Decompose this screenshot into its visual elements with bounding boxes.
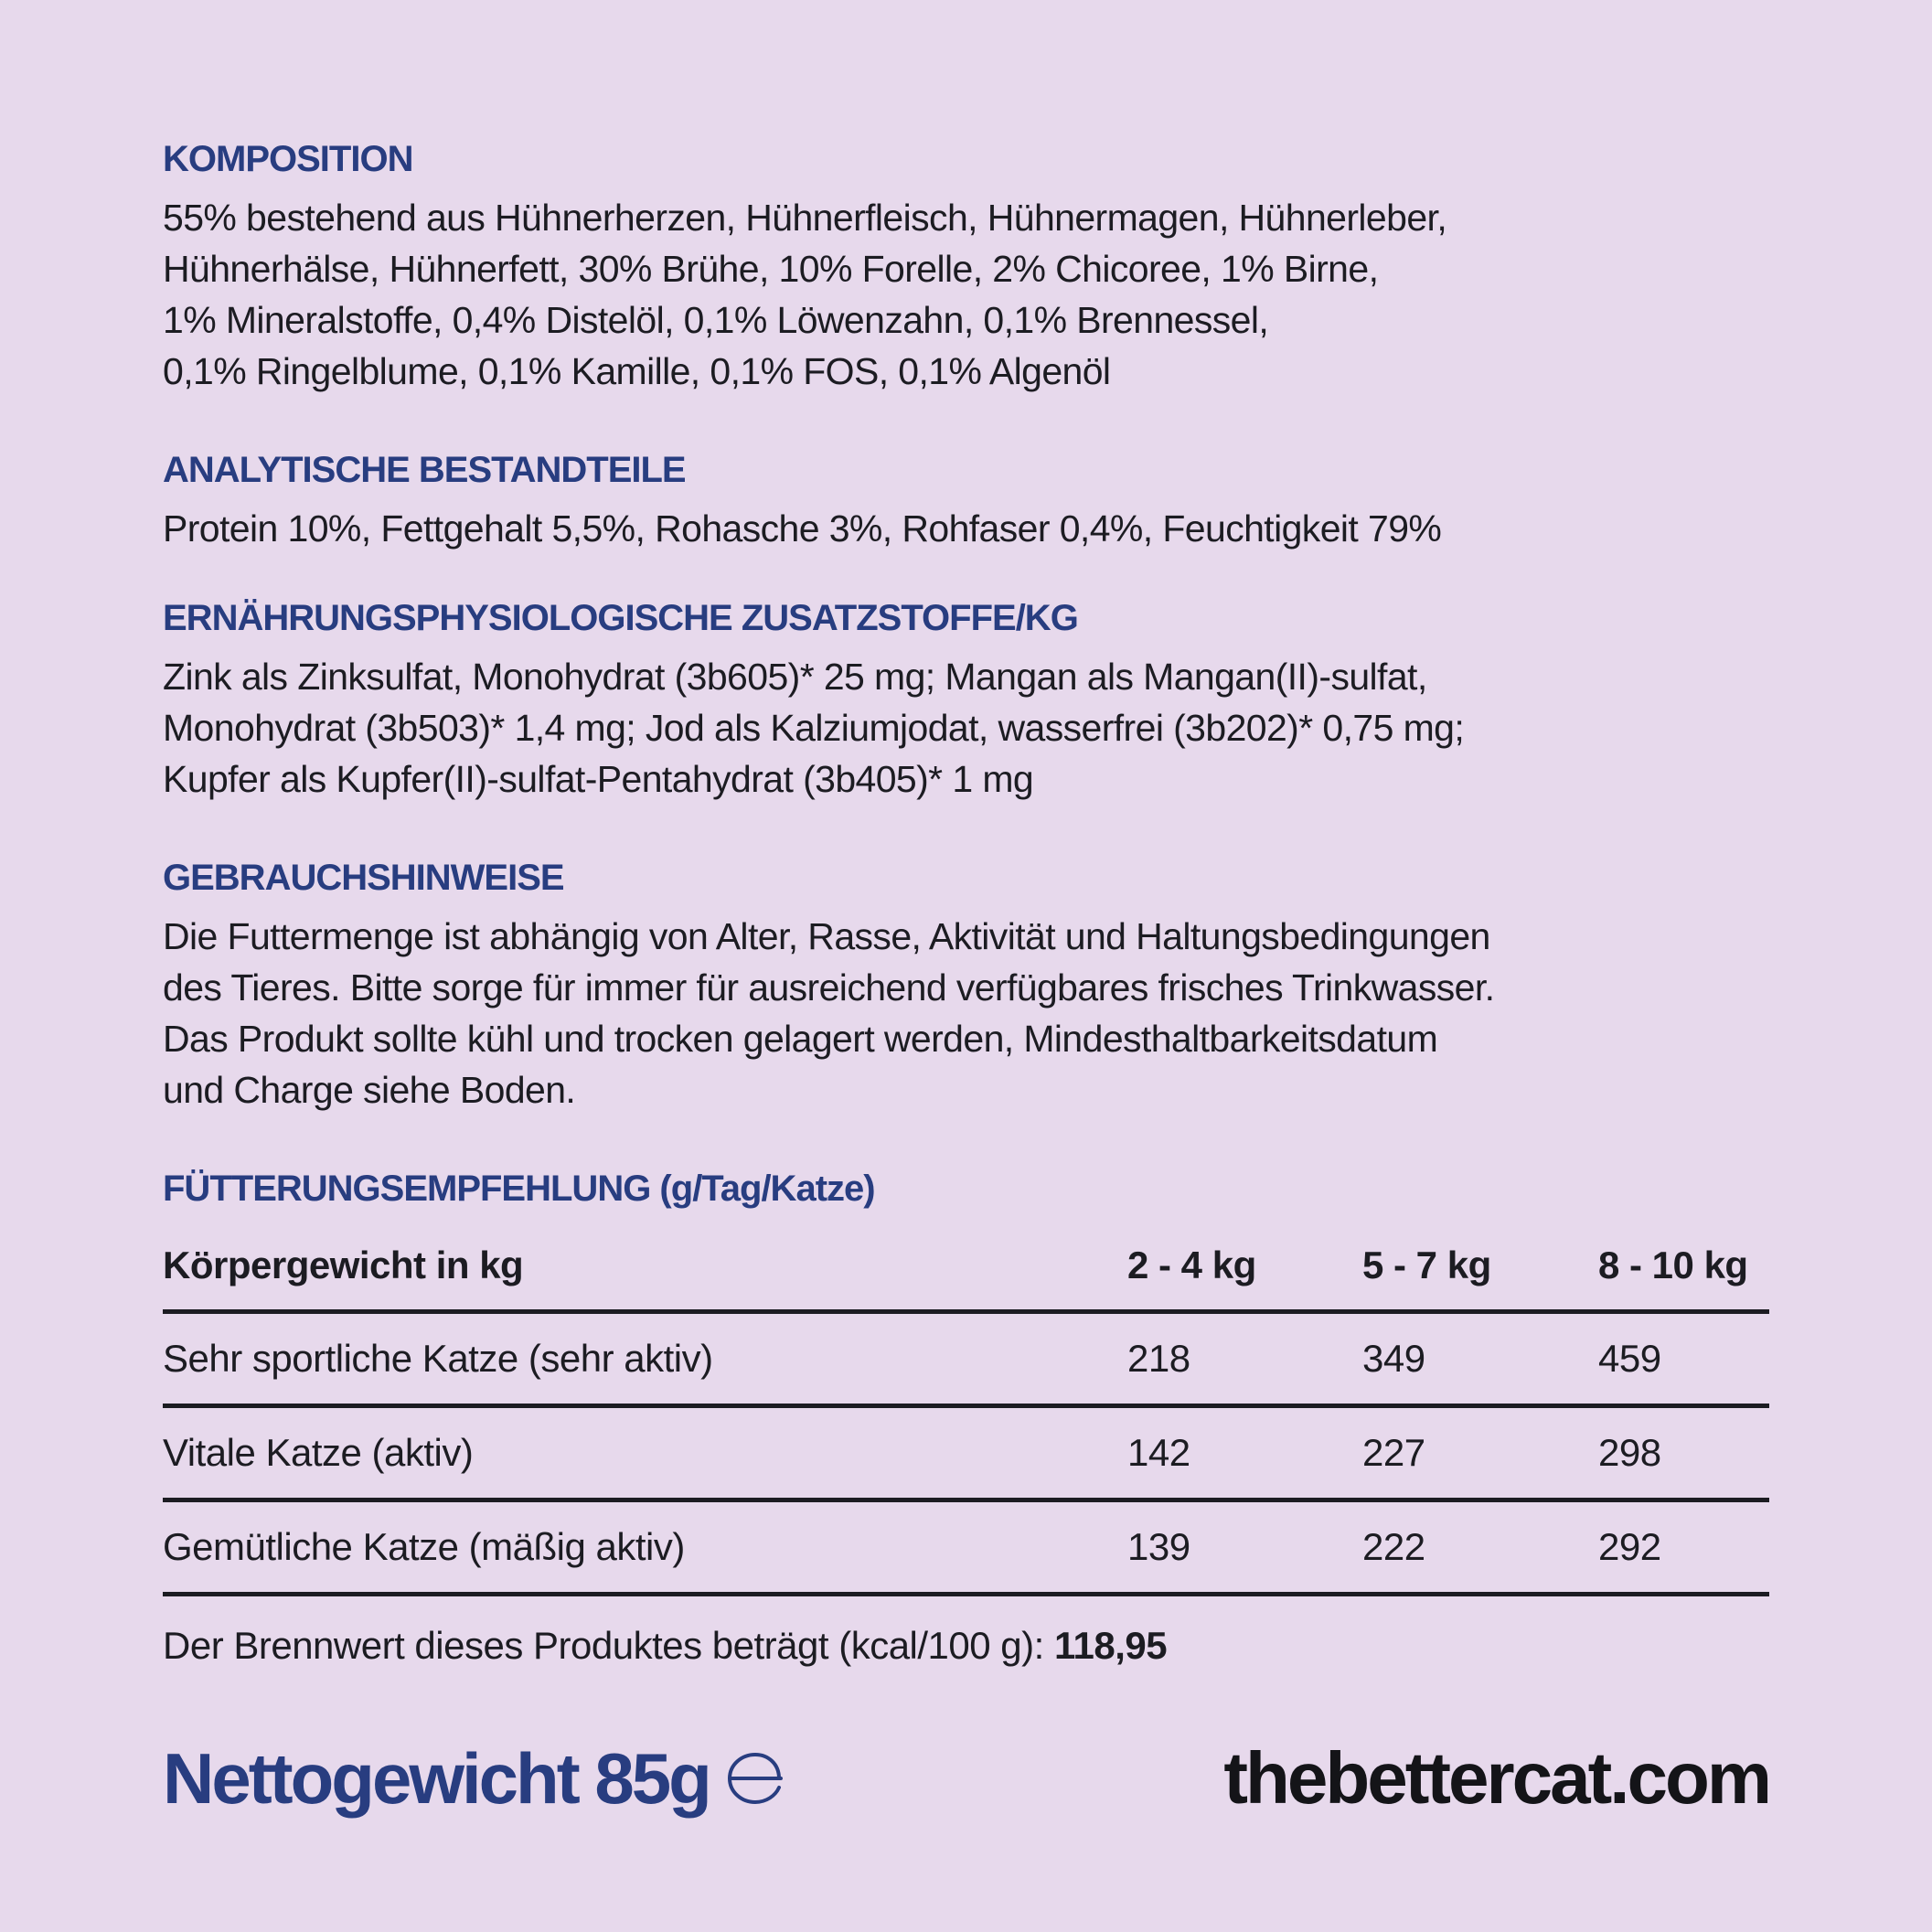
row-value: 349 [1362,1312,1598,1406]
row-value: 227 [1362,1406,1598,1500]
additives-line: Kupfer als Kupfer(II)-sulfat-Pentahydrat (3b405)* 1 mg [163,758,1034,800]
usage-text [163,911,1769,1115]
header-8-10kg: 8 - 10 kg [1598,1244,1769,1312]
estimated-sign-icon [722,1745,788,1811]
energy-value: 118,95 [1053,1624,1168,1667]
composition-line: 55% bestehend aus Hühnerherzen, Hühnerfleisch, Hühnermagen, Hühnerleber, [163,197,1447,239]
header-5-7kg: 5 - 7 kg [1362,1244,1598,1312]
usage-heading: GEBRAUCHSHINWEISE [163,858,564,898]
additives-line: Zink als Zinksulfat, Monohydrat (3b605)* 25 mg; Mangan als Mangan(II)-sulfat, [163,656,1427,698]
usage-line: des Tieres. Bitte sorge für immer für ausreichend verfügbares frisches Trinkwasser. [163,966,1495,1009]
additives-section [163,594,1769,805]
row-value: 222 [1362,1500,1598,1595]
analytical-section [163,446,1769,554]
table-row [163,1312,1769,1406]
composition-line: 1% Mineralstoffe, 0,4% Distelöl, 0,1% Löwenzahn, 0,1% Brennessel, [163,299,1269,341]
additives-text [163,651,1769,805]
energy-label: Der Brennwert dieses Produktes beträgt (kcal/100 g): [163,1624,1054,1667]
usage-line: Die Futtermenge ist abhängig von Alter, Rasse, Aktivität und Haltungsbedingungen [163,915,1490,957]
table-header-row [163,1244,1769,1312]
additives-line: Monohydrat (3b503)* 1,4 mg; Jod als Kalziumjodat, wasserfrei (3b202)* 0,75 mg; [163,707,1465,749]
row-value: 298 [1598,1406,1769,1500]
composition-heading: KOMPOSITION [163,139,413,179]
composition-line: 0,1% Ringelblume, 0,1% Kamille, 0,1% FOS, 0,1% Algenöl [163,350,1111,392]
additives-heading: ERNÄHRUNGSPHYSIOLOGISCHE ZUSATZSTOFFE/KG [163,598,1078,638]
header-bodyweight: Körpergewicht in kg [163,1244,1127,1312]
row-value: 218 [1127,1312,1362,1406]
composition-section [163,135,1769,397]
usage-line: Das Produkt sollte kühl und trocken gelagert werden, Mindesthaltbarkeitsdatum [163,1018,1438,1060]
row-value: 292 [1598,1500,1769,1595]
composition-line: Hühnerhälse, Hühnerfett, 30% Brühe, 10% Forelle, 2% Chicoree, 1% Birne, [163,248,1379,290]
row-value: 139 [1127,1500,1362,1595]
analytical-line: Protein 10%, Fettgehalt 5,5%, Rohasche 3%, Rohfaser 0,4%, Feuchtigkeit 79% [163,507,1442,550]
website-link[interactable]: thebettercat.com [1223,1737,1769,1819]
usage-line: und Charge siehe Boden. [163,1069,576,1111]
composition-text [163,192,1769,397]
table-row [163,1406,1769,1500]
energy-statement [163,1624,1769,1668]
table-row [163,1500,1769,1595]
row-label: Sehr sportliche Katze (sehr aktiv) [163,1312,1127,1406]
usage-section [163,854,1769,1115]
analytical-text [163,503,1769,554]
net-weight-text: Nettogewicht 85g [163,1738,710,1819]
analytical-heading: ANALYTISCHE BESTANDTEILE [163,450,686,490]
feeding-heading: FÜTTERUNGSEMPFEHLUNG (g/Tag/Katze) [163,1169,875,1209]
net-weight [163,1737,788,1820]
footer [163,1737,1769,1829]
row-label: Vitale Katze (aktiv) [163,1406,1127,1500]
row-value: 142 [1127,1406,1362,1500]
row-label: Gemütliche Katze (mäßig aktiv) [163,1500,1127,1595]
feeding-table [163,1244,1769,1596]
header-2-4kg: 2 - 4 kg [1127,1244,1362,1312]
row-value: 459 [1598,1312,1769,1406]
